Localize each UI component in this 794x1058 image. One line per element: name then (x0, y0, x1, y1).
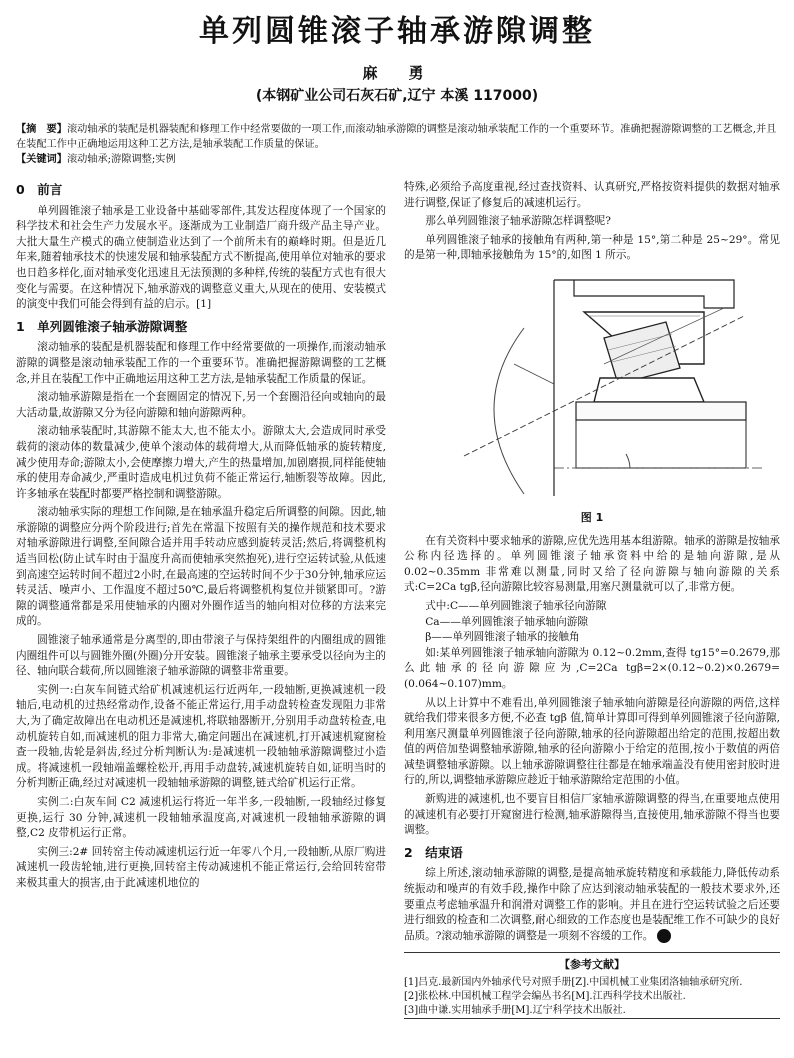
left-column (16, 180, 386, 895)
abstract-text: 滚动轴承的装配是机器装配和修理工作中经常要做的一项工作,而滚动轴承游隙的调整是滚动轴承装配工作的一个重要环节。准确把握游隙调整的工艺概念,并且在装配工作中正确地运用这种工艺方法,是轴承装配工作质量的保证。 (16, 124, 777, 150)
paragraph: 特殊,必须给予高度重视,经过查找资料、认真研究,严格按资料提供的数据对轴承进行调整,保证了修复后的减速机运行。 (404, 181, 780, 209)
abstract-label: 【摘 要】 (16, 124, 67, 135)
symbol-def: 式中:C——单列圆锥滚子轴承径向游隙 (425, 599, 607, 612)
paragraph: 滚动轴承装配时,其游隙不能太大,也不能太小。游隙太大,会造成同时承受载荷的滚动体的数量减少,使单个滚动体的载荷增大,从而降低轴承的旋转精度,减少使用寿命;游隙太小,会使摩擦力增大,产生的热量增加,加剧磨损,同样能使轴承的使用寿命减少,严重时造成电机过负荷不能正常运行,轴断裂等故障。因此,许多轴承在装配时都要严格控制和调整游隙。 (16, 425, 386, 500)
affiliation: (本钢矿业公司石灰石矿,辽宁 本溪 117000) (255, 88, 539, 104)
paragraph: 圆锥滚子轴承通常是分离型的,即由带滚子与保持架组件的内圈组成的圆锥内圈组件可以与圆锥外圈(外圈)分开安装。圆锥滚子轴承主要承受以径向为主的径、轴向联合载荷,所以圆锥滚子轴承游隙的调整非常重要。 (16, 634, 386, 678)
abstract (16, 122, 780, 167)
references (404, 952, 780, 1019)
conclusion-text: 综上所述,滚动轴承游隙的调整,是提高轴承旋转精度和承载能力,降低传动系统振动和噪声的有效手段,操作中除了应达到滚动轴承装配的一般技术要求外,还要重点考虑轴承温升和润滑对调整工作的影响。并且在进行空运转试验之后还要进行细致的检查和二次调整,耐心细致的工作态度也是装配维工作不可缺少的良好品质。?滚动轴承游隙的调整是一项刻不容缓的工作。 (404, 867, 780, 942)
symbol-list (404, 599, 780, 646)
paragraph: 实例一:白灰车间链式给矿机减速机运行近两年,一段轴断,更换减速机一段轴后,电动机的过热经常动作,设备不能正常运行,用手动盘转检查发现阻力非常大,为了确定故障出在电动机还是减速机,将联轴器断开,分别用手动盘转检查,电动机旋转自如,而减速机的阻力非常大,确定问题出在减速机,打开减速机窥窗检查一段轴,齿轮是斜齿,经过分析判断认为:是减速机一段轴轴承游隙调整过小造成。将减速机一段轴端盖螺栓松开,再用手动盘转,减速机旋转自如,证明当时的分析判断正确,经过对减速机一段轴轴承游隙的调整,链式给矿机运行正常。 (16, 683, 386, 790)
section-2-heading: 2 结束语 (404, 844, 463, 860)
symbol-def: β——单列圆锥滚子轴承的接触角 (425, 631, 580, 644)
paragraph: 滚动轴承的装配是机器装配和修理工作中经常要做的一项操作,而滚动轴承游隙的调整是滚动轴承装配工作的一个重要环节。准确把握游隙调整的工艺概念,并且在装配工作中正确地运用这种工艺方法,是轴承装配工作质量的保证。 (16, 341, 386, 385)
reference-item: [1]吕克.最新国内外轴承代号对照手册[Z].中国机械工业集团洛轴轴承研究所. (404, 977, 743, 988)
paragraph: 单列圆锥滚子轴承是工业设备中基础零部件,其发达程度体现了一个国家的科学技术和社会生产力发展水平。逐渐成为工业制造厂商升级产品主导产业。大批大量生产模式的确立使制造业达到了一个前所未有的巅峰时期。但是近几年来,随着轴承技术的快速发展和轴承装配方式不断提高,使用单位对轴承的要求也日趋多样化,面对轴承变化迅速且无法预测的多种样,传统的装配方式也有很大变化与需要。在这种情况下,轴承游戏的调整意义重大,从现在的使用、安装模式的演变中我们可能会得到有益的启示。[1] (16, 204, 386, 311)
paragraph: 如:某单列圆锥滚子轴承轴向游隙为 0.12~0.2mm,查得 tg15°=0.2679,那么此轴承的径向游隙应为,C=2Ca tgβ=2×(0.12~0.2)×0.2679=(0.064~0.107)mm。 (404, 646, 780, 690)
paragraph: 单列圆锥滚子轴承的接触角有两种,第一种是 15°,第二种是 25~29°。常见的是第一种,即轴承接触角为 15°的,如图 1 所示。 (404, 233, 780, 262)
paragraph: 在有关资料中要求轴承的游隙,应优先选用基本组游隙。轴承的游隙是按轴承公称内径选择的。单列圆锥滚子轴承资料中给的是轴向游隙,是从 0.02~0.35mm 非常难以测量,同时又给了径向游隙与轴向游隙的关系式:C=2Ca tgβ,径向游隙比较容易测量,用塞尺测量就可以了,非常方便。 (404, 534, 780, 594)
paragraph: 新购进的减速机,也不要盲目相信厂家轴承游隙调整的得当,在重要地点使用的减速机有必要打开窥窗进行检测,轴承游隙得当,直接使用,轴承游隙不得当也要调整。 (404, 793, 780, 837)
paragraph: 滚动轴承游隙是指在一个套圈固定的情况下,另一个套圈沿径向或轴向的最大活动量,故游隙又分为径向游隙和轴向游隙两种。 (16, 391, 386, 419)
bearing-diagram (404, 268, 780, 508)
paragraph: 从以上计算中不难看出,单列圆锥滚子轴承轴向游隙是径向游隙的两倍,这样就给我们带来很多方便,不必查 tgβ 值,简单计算即可得到单列圆锥滚子径向游隙,利用塞尺测量单列圆锥滚子径向游隙,轴承的径向游隙超出给定的范围,按超出数值的两倍加垫调整轴承游隙,轴承的径向游隙小于给定的范围,按小于数值的两倍减垫调整轴承游隙。以上轴承游隙调整往往都是在轴承端盖没有使用密封胶时进行的,所以,调整轴承游隙应趁近于轴承游隙给定范围的小值。 (404, 696, 780, 787)
author: 麻 勇 (362, 64, 432, 82)
keywords-label: 【关键词】 (16, 154, 67, 165)
paragraph (404, 866, 780, 944)
reference-item: [3]曲中谦.实用轴承手册[M].辽宁科学技术出版社. (404, 1005, 626, 1016)
figure-caption: 图 1 (580, 510, 604, 524)
paragraph: 实例三:2# 回转窑主传动减速机运行近一年零八个月,一段轴断,从原厂购进减速机一段齿轮轴,进行更换,回转窑主传动减速机不能正常运行,会给回转窑带来极其重大的损害,由于此减速机地位的 (16, 845, 386, 889)
end-mark-icon: C (657, 929, 671, 943)
reference-item: [2]张松林.中国机械工程学会编丛书名[M].江西科学技术出版社. (404, 991, 686, 1002)
section-0-heading: 0 前言 (16, 182, 63, 197)
section-1-heading: 1 单列圆锥滚子轴承游隙调整 (16, 318, 188, 334)
paragraph: 那么单列圆锥滚子轴承游隙怎样调整呢? (425, 215, 611, 228)
keywords-text: 滚动轴承;游隙调整;实例 (66, 154, 176, 165)
paragraph: 滚动轴承实际的理想工作间隙,是在轴承温升稳定后所调整的间隙。因此,轴承游隙的调整应分两个阶段进行;首先在常温下按照有关的操作规范和技术要求对轴承游隙进行调整,至间隙合适并用手转动应感到旋转灵活;然后,将调整机构适当回松(防止试车时由于温度升高而使轴承突然抱死),进行空运转试验,从低速到高速空运转时间不超过2小时,在最高速的空运转时间不少于30分钟,轴承应运转灵活、噪声小、工作温度不超过50℃,最后将调整机构复位并锁紧即可。?游隙的调整通常都是采用使轴承的内圈对外圈作适当的轴向相对位移的方法来完成的。 (16, 506, 386, 628)
paragraph: 实例二:白灰车间 C2 减速机运行将近一年半多,一段轴断,一段轴经过修复更换,运行 30 分钟,减速机一段轴轴承温度高,对减速机一段轴轴承游隙的调整,C2 皮带机运行正常。 (16, 795, 386, 840)
figure-1 (404, 268, 780, 508)
references-heading: 【参考文献】 (559, 958, 625, 972)
paper-title: 单列圆锥滚子轴承游隙调整 (199, 14, 595, 49)
symbol-def: Ca——单列圆锥滚子轴承轴向游隙 (425, 615, 588, 628)
right-column (404, 180, 780, 1019)
